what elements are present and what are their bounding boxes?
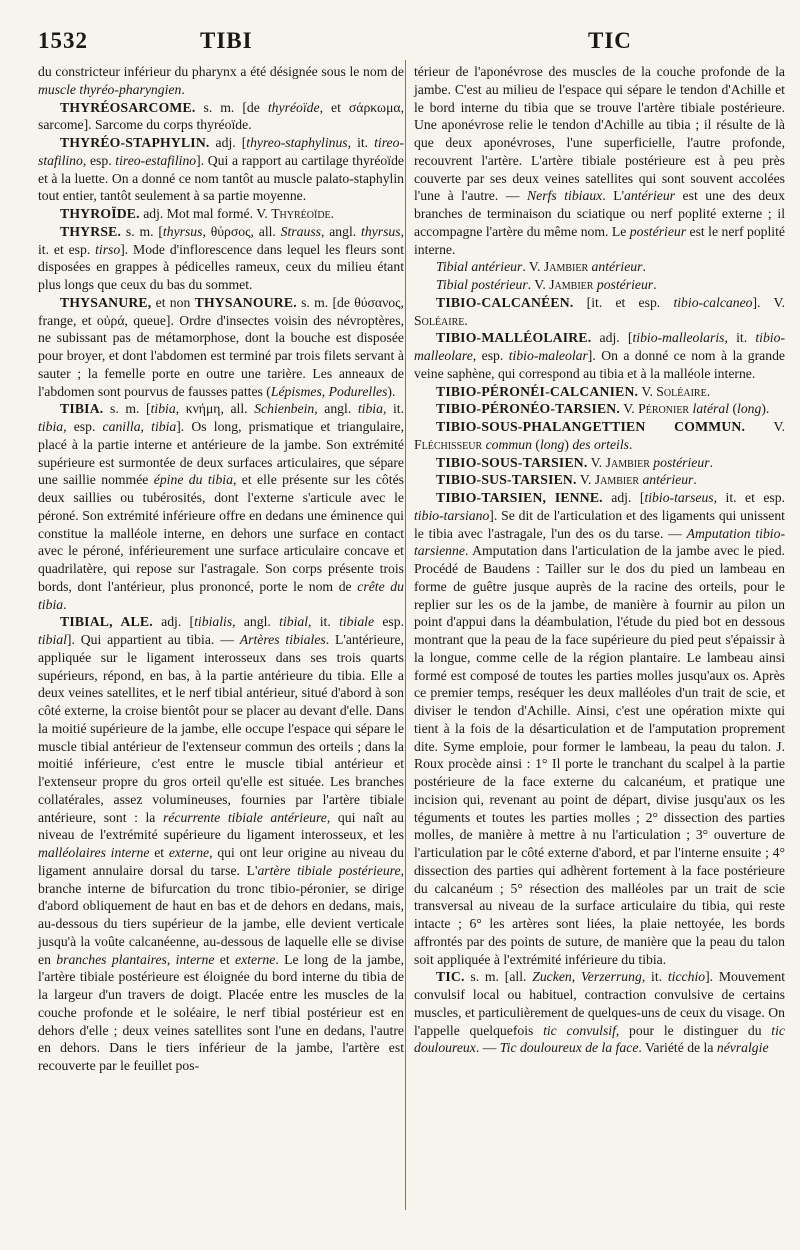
- dictionary-entry: TIBIO-MALLÉOLAIRE. adj. [tibio-malleolaris, it. tibio-malleolare, esp. tibio-maleolar]. On a donné ce nom à la grande veine saphène, qui correspond au tibia et à la malléole interne.: [414, 330, 786, 381]
- right-guide-word: TIC: [588, 28, 632, 53]
- dictionary-entry: Tibial antérieur. V. Jambier antérieur.: [436, 259, 646, 275]
- left-guide-word: TIBI: [200, 28, 253, 53]
- dictionary-entry: THYSANURE, et non THYSANOURE. s. m. [de θύσανος, frange, et οὐρά, queue]. Ordre d'insectes voisin des névroptères, ne subissant pas de métamorphose, dont la bouche est disposée pour broyer, et dont l'abdomen est terminé par trois filets servant à sauter ; la femelle porte en outre une tarière. Les anneaux de l'abdomen sont pourvus de fausses pattes (Lépismes, Podurelles).: [38, 294, 404, 399]
- dictionary-entry: TIBIO-PÉRONÉI-CALCANIEN. V. Soléaire.: [436, 383, 711, 399]
- dictionary-entry: du constricteur inférieur du pharynx a été désignée sous le nom de muscle thyréo-pharyngien.: [38, 64, 404, 97]
- page-number: 1532: [38, 28, 88, 53]
- dictionary-entry: térieur de l'aponévrose des muscles de la couche profonde de la jambe. C'est au milieu de l'espace qui sépare le tendon d'Achille et le bord interne du tibia que se trouve l'artère tibiale postérieure. Une aponévrose relie le tendon d'Achille au tibia ; il résulte de là que deux aponévroses, l'une superficielle, l'autre profonde, recouvrent l'artère. L'artère tibiale postérieure est à peu près couverte par ses deux veines satellites qui sont souvent accolées l'une à l'autre. — Nerfs tibiaux. L'antérieur est une des deux branches de terminaison du sciatique ou nerf poplité externe ; il accompagne l'artère du même nom. Le postérieur est le nerf poplité interne.: [414, 64, 785, 257]
- right-column: [414, 63, 785, 1057]
- dictionary-entry: TIC. s. m. [all. Zucken, Verzerrung, it. ticchio]. Mouvement convulsif local ou habituel, contraction convulsive de certains muscles, et particulièrement de quelques-uns de ceux du visage. On l'appelle quelquefois tic convulsif, pour le distinguer du tic douloureux. — Tic douloureux de la face. Variété de la névralgie: [414, 969, 786, 1056]
- dictionary-entry: TIBIAL, ALE. adj. [tibialis, angl. tibial, it. tibiale esp. tibial]. Qui appartient au tibia. — Artères tibiales. L'antérieure, appliquée sur le ligament interosseux dans ses trois quarts supérieurs, répond, en bas, à la partie antérieure du tibia. Elle a deux veines satellites, et le nerf tibial antérieur, situé d'abord à son côté externe, la croise bientôt pour se placer au devant d'elle. Dans la moitié supérieure de la jambe, elle occupe l'espace qui sépare le muscle tibial antérieur de l'extenseur commun des orteils ; dans la moitié inférieure, c'est entre le muscle tibial antérieur et l'extenseur propre du gros orteil qu'elle est située. Les branches collatérales, assez volumineuses, fournies par l'artère tibiale antérieure, sont : la récurrente tibiale antérieure, qui naît au niveau de l'extrémité supérieure du ligament interosseux, et les malléolaires interne et externe, qui ont leur origine au niveau du ligament annulaire dorsal du tarse. L'artère tibiale postérieure, branche interne de bifurcation du tronc tibio-péronier, se dirige d'abord obliquement de haut en bas et de dehors en dedans, mais, au-dessous du tiers supérieur de la jambe, elle devient verticale jusqu'à la voûte calcanéenne, au-dessous de laquelle elle se divise en branches plantaires, interne et externe. Le long de la jambe, l'artère tibiale postérieure est éloignée du bord interne du tibia de la largeur d'un travers de doigt. Placée entre les muscles de la couche profonde et le soléaire, le nerf tibial postérieur est en dehors d'elle ; deux veines satellites sont l'une en dedans, l'autre en dehors. Dans le tiers inférieur de la jambe, l'artère est recouverte par le feuillet pos-: [38, 614, 405, 1073]
- dictionary-entry: TIBIO-SOUS-TARSIEN. V. Jambier postérieur.: [436, 454, 713, 470]
- dictionary-entry: TIBIA. s. m. [tibia, κνήμη, all. Schienbein, angl. tibia, it. tibia, esp. canilla, tibia]. Os long, prismatique et triangulaire, placé à la partie interne et antérieure de la jambe. Son extrémité supérieure est surmontée de deux surfaces articulaires, que sépare une saillie nommée épine du tibia, et elle présente sur les côtés deux saillies ou tubérosités, dont l'externe s'articule avec le péroné. Son extrémité inférieure offre en dedans une éminence qui constitue la malléole interne, en dehors une surface en contact avec le péroné, inférieurement une surface articulaire concave et quadrilatère, qui repose sur l'astragale. Son corps présente trois bords, dont l'antérieur, plus prononcé, porte le nom de crête du tibia.: [38, 401, 405, 612]
- dictionary-entry: THYRSE. s. m. [thyrsus, θύρσος, all. Strauss, angl. thyrsus, it. et esp. tirso]. Mode d'inflorescence dans lequel les fleurs sont disposées en grappes à pédicelles rameux, ceux du milieu étant plus longs que ceux du bas du sommet.: [38, 223, 405, 292]
- dictionary-entry: THYRÉOSARCOME. s. m. [de thyréoïde, et σάρκωμα, sarcome]. Sarcome du corps thyréoïde.: [38, 99, 405, 133]
- dictionary-entry: TIBIO-SUS-TARSIEN. V. Jambier antérieur.: [436, 472, 697, 488]
- left-column: [38, 63, 404, 1075]
- dictionary-entry: TIBIO-SOUS-PHALANGETTIEN COMMUN. V. Fléchisseur commun (long) des orteils.: [414, 419, 786, 452]
- dictionary-entry: THYRÉO-STAPHYLIN. adj. [thyreo-staphylinus, it. tireo-stafilino, esp. tireo-estafilino]. Qui a rapport au cartilage thyréoïde et à la luette. On a donné ce nom tantôt au muscle palato-staphylin tout entier, tantôt seulement à sa partie moyenne.: [38, 135, 405, 204]
- dictionary-entry: TIBIO-TARSIEN, IENNE. adj. [tibio-tarseus, it. et esp. tibio-tarsiano]. Se dit de l'articulation et des ligaments qui unissent le tibia avec l'astragale, l'un des os du tarse. — Amputation tibio-tarsienne. Amputation dans l'articulation de la jambe avec le pied. Procédé de Baudens : Tailler sur le dos du pied un lambeau en forme de guêtre jusque auprès de la racine des orteils, pour le replier sur les os de la jambe, de manière à fournir au pilon un point d'appui dans la déambulation, l'étude du pied bot en dessous montrant que la peau de la face supérieure du pied peut s'épaissir à la longue, comme celle de la région plantaire. Le lambeau ainsi formé est composé de toutes les parties molles jusqu'aux os. Après ce premier temps, reséquer les deux malléoles d'un trait de scie, et diviser le tendon d'Achille. Ainsi, c'est une opération mixte qui tient à la fois de la désarticulation et de l'amputation proprement dite. Syme emploie, pour former le lambeau, la peau du talon. J. Roux procède ainsi : 1° Il porte le tranchant du scalpel à la partie postérieure de la face externe du calcanéum, et pratique une incision qui, revenant au point de départ, divise jusqu'aux os les téguments et toutes les parties molles ; 2° dissection des parties molles, de manière à mettre à nu l'articulation ; 3° ouverture de l'articulation par le côté externe d'abord, et par l'interne ensuite ; 4° dissection des parties qui adhèrent fortement à la face postérieure du calcanéum ; 5° résection des malléoles par un trait de scie transversal au niveau de la surface articulaire du tibia, qui reste intacte ; 6° les artères sont liées, la plaie nettoyée, les bords affrontés par des points de suture, de manière que la peau du talon soit appliquée à l'extrémité inférieure du tibia.: [414, 490, 786, 967]
- dictionary-entry: Tibial postérieur. V. Jambier postérieur.: [436, 277, 657, 292]
- column-divider: [405, 60, 406, 1210]
- dictionary-entry: TIBIO-CALCANÉEN. [it. et esp. tibio-calcaneo]. V. Soléaire.: [414, 294, 785, 328]
- dictionary-entry: TIBIO-PÉRONÉO-TARSIEN. V. Péronier latéral (long).: [436, 401, 770, 417]
- dictionary-entry: THYROÏDE. adj. Mot mal formé. V. Thyréoïde.: [60, 206, 335, 221]
